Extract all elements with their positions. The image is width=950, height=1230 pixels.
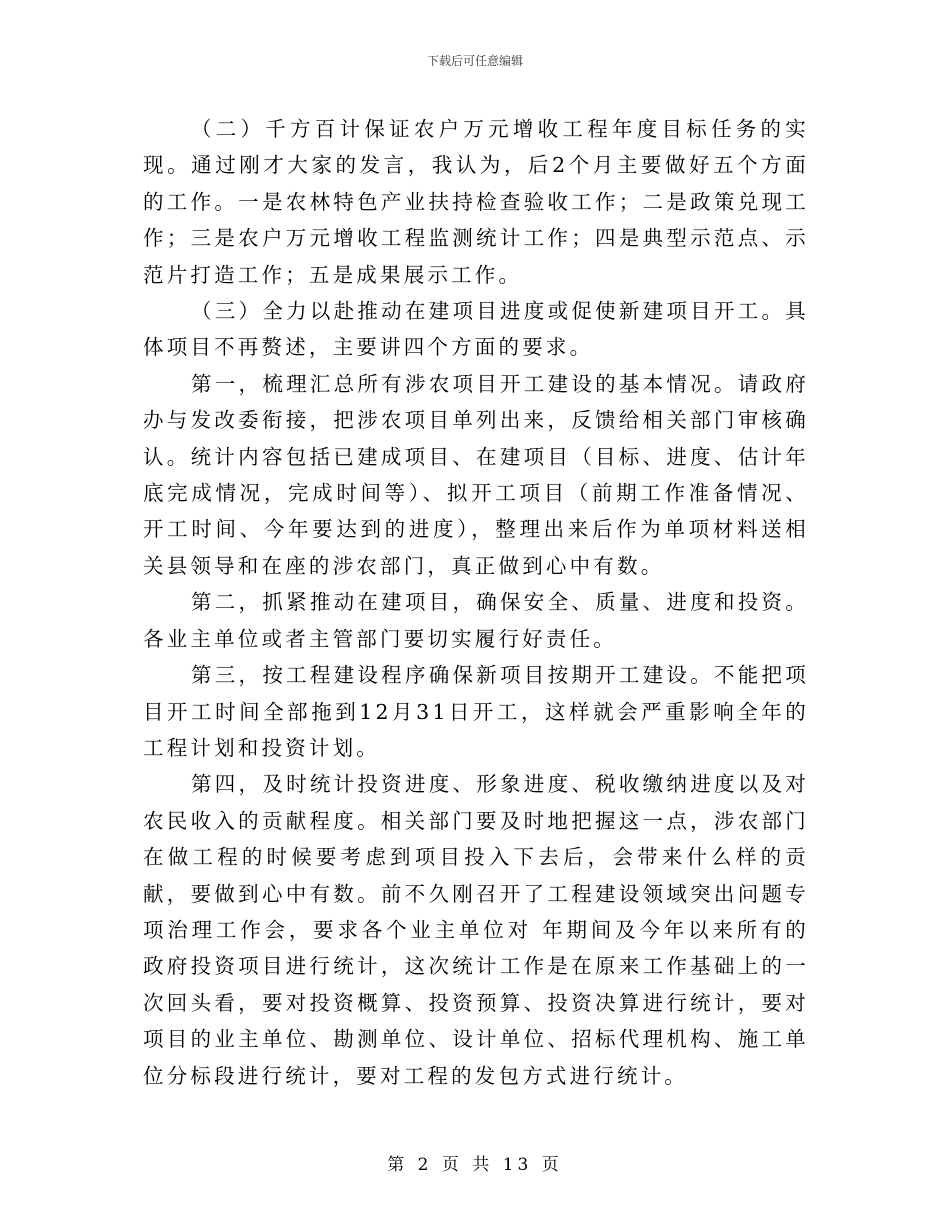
paragraph-first-requirement: 第一，梳理汇总所有涉农项目开工建设的基本情况。请政府办与发改委衔接，把涉农项目单列出来，反馈给相关部门审核确认。统计内容包括已建成项目、在建项目（目标、进度、估计年底完成情况，完成时间等）、拟开工项目（前期工作准备情况、开工时间、今年要达到的进度），整理出来后作为单项材料送相关县领导和在座的涉农部门，真正做到心中有数。 <box>143 371 809 578</box>
paragraph-section-2: （二）千方百计保证农户万元增收工程年度目标任务的实现。通过刚才大家的发言，我认为，后2个月主要做好五个方面的工作。一是农林特色产业扶持检查验收工作；二是政策兑现工作；三是农户万元增收工程监测统计工作；四是典型示范点、示范片打造工作；五是成果展示工作。 <box>143 117 809 287</box>
page-number: 第 2 页 共 13 页 <box>387 1155 563 1175</box>
paragraph-fourth-requirement: 第四，及时统计投资进度、形象进度、税收缴纳进度以及对农民收入的贡献程度。相关部门要及时地把握这一点，涉农部门在做工程的时候要考虑到项目投入下去后，会带来什么样的贡献，要做到心中有数。前不久刚召开了工程建设领域突出问题专项治理工作会，要求各个业主单位对 年期间及今年以来所有的政府投资项目进行统计，这次统计工作是在原来工作基础上的一次回头看，要对投资概算、投资预算、投资决算进行统计，要对项目的业主单位、勘测单位、设计单位、招标代理机构、施工单位分标段进行统计，要对工程的发包方式进行统计。 <box>143 772 809 1088</box>
paragraph-section-3: （三）全力以赴推动在建项目进度或促使新建项目开工。具体项目不再赘述，主要讲四个方面的要求。 <box>143 299 809 360</box>
paragraph-second-requirement: 第二，抓紧推动在建项目，确保安全、质量、进度和投资。各业主单位或者主管部门要切实履行好责任。 <box>143 590 809 651</box>
paragraph-third-requirement: 第三，按工程建设程序确保新项目按期开工建设。不能把项目开工时间全部拖到12月31日开工，这样就会严重影响全年的工程计划和投资计划。 <box>143 663 809 760</box>
document-body <box>143 111 809 1094</box>
page-header-note: 下载后可任意编辑 <box>426 54 523 68</box>
